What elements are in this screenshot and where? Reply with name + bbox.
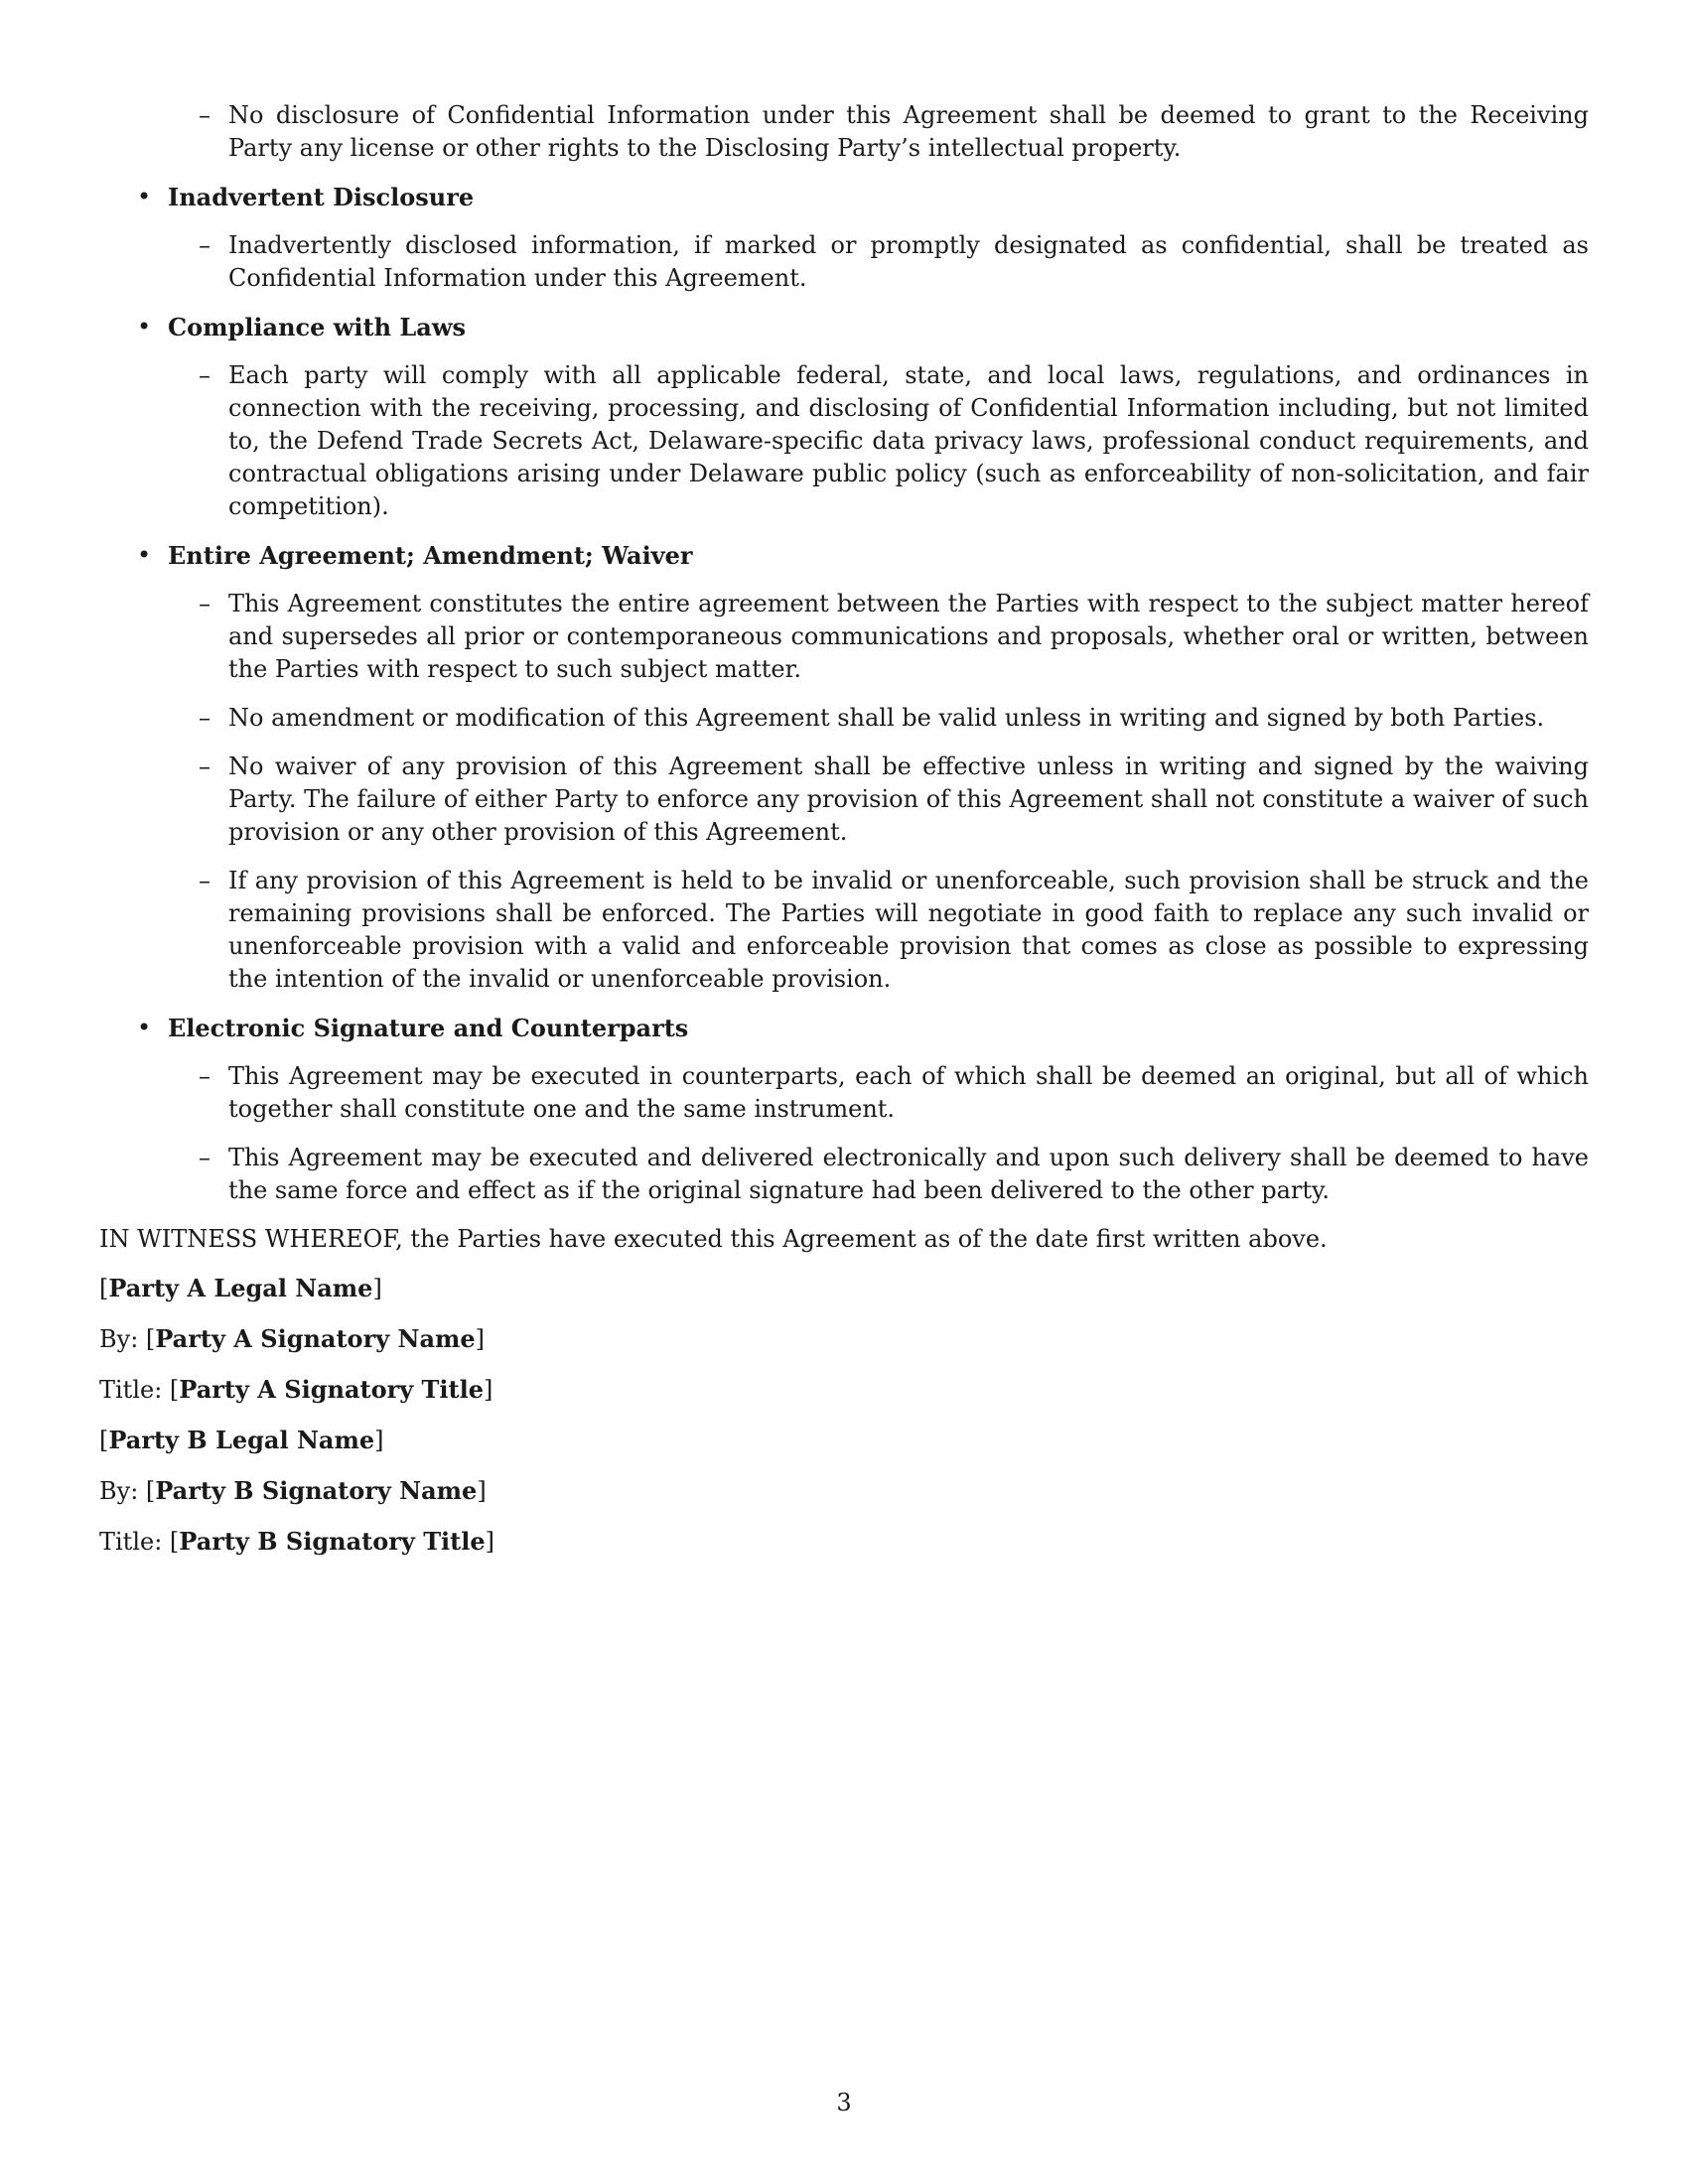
dash-marker: – <box>199 590 211 617</box>
title-label: Title: <box>99 1376 163 1404</box>
list-item <box>99 588 1589 686</box>
list-item <box>99 702 1589 735</box>
section-entire-agreement <box>99 539 1589 996</box>
party-a-by-line: By: [Party A Signatory Name] <box>99 1324 486 1353</box>
list-item-text: No amendment or modification of this Agreement shall be valid unless in writing and signed by both Parties. <box>228 704 1545 732</box>
bullet-marker: • <box>137 1014 152 1041</box>
party-b-by-line: By: [Party B Signatory Name] <box>99 1476 487 1505</box>
section-heading <box>99 539 1589 572</box>
title-label: Title: <box>99 1528 163 1556</box>
page-number: 3 <box>836 2089 852 2116</box>
section-items <box>99 359 1589 523</box>
dash-marker: – <box>199 361 211 389</box>
bullet-marker: • <box>137 541 152 569</box>
section-heading-text: Compliance with Laws <box>168 313 467 341</box>
intro-list <box>99 99 1589 165</box>
by-label: By: <box>99 1477 139 1505</box>
signature-block <box>99 1272 1589 1559</box>
list-item-text: Inadvertently disclosed information, if marked or promptly designated as confidential, shall be treated as Confidential Information under this Agreement. <box>228 231 1589 292</box>
list-item <box>99 229 1589 295</box>
list-item <box>99 865 1589 996</box>
party-b-legal-name: [Party B Legal Name] <box>99 1426 384 1454</box>
dash-marker: – <box>199 752 211 780</box>
list-item <box>99 359 1589 523</box>
section-items <box>99 588 1589 996</box>
list-item <box>99 751 1589 849</box>
section-electronic-signature <box>99 1012 1589 1207</box>
party-b-signatory-name: Party B Signatory Name <box>155 1476 478 1505</box>
party-a-legal-name: [Party A Legal Name] <box>99 1274 382 1302</box>
section-compliance-with-laws <box>99 311 1589 523</box>
witness-statement: IN WITNESS WHEREOF, the Parties have executed this Agreement as of the date first written above. <box>99 1225 1328 1253</box>
document-body <box>99 99 1589 1575</box>
list-item <box>99 99 1589 165</box>
list-item <box>99 1060 1589 1126</box>
party-a-title-line: Title: [Party A Signatory Title] <box>99 1375 493 1404</box>
dash-marker: – <box>199 1062 211 1090</box>
party-b-legal-name-text: Party B Legal Name <box>108 1426 375 1454</box>
list-item-text: If any provision of this Agreement is held to be invalid or unenforceable, such provision shall be struck and the remaining provisions shall be enforced. The Parties will negotiate in good faith to replace any such invalid or unenforceable provision with a valid and enforceable provision that comes as close as possible to expressing the intention of the invalid or unenforceable provision. <box>228 867 1589 993</box>
party-a-legal-name-text: Party A Legal Name <box>108 1274 373 1302</box>
list-item-text: Each party will comply with all applicable federal, state, and local laws, regulations, and ordinances in connection with the receiving, processing, and disclosing of Confidential Information including, but not limited to, the Defend Trade Secrets Act, Delaware-specific data privacy laws, professional conduct requirements, and contractual obligations arising under Delaware public policy (such as enforceability of non-solicitation, and fair competition). <box>228 361 1589 520</box>
section-heading-text: Inadvertent Disclosure <box>168 183 475 211</box>
list-item-text: This Agreement may be executed in counterparts, each of which shall be deemed an original, but all of which together shall constitute one and the same instrument. <box>228 1062 1589 1123</box>
list-item-text: No waiver of any provision of this Agreement shall be effective unless in writing and signed by the waiving Party. The failure of either Party to enforce any provision of this Agreement shall not constitute a waiver of such provision or any other provision of this Agreement. <box>228 752 1589 846</box>
section-inadvertent-disclosure <box>99 181 1589 295</box>
section-items <box>99 1060 1589 1207</box>
section-heading <box>99 311 1589 343</box>
dash-marker: – <box>199 101 211 129</box>
dash-marker: – <box>199 231 211 259</box>
list-item-text: This Agreement constitutes the entire agreement between the Parties with respect to the subject matter hereof and supersedes all prior or contemporaneous communications and proposals, whether oral or written, between the Parties with respect to such subject matter. <box>228 590 1589 683</box>
by-label: By: <box>99 1325 139 1353</box>
bullet-marker: • <box>137 183 152 210</box>
bullet-marker: • <box>137 313 152 341</box>
section-heading <box>99 181 1589 213</box>
section-heading-text: Electronic Signature and Counterparts <box>168 1014 689 1042</box>
party-b-title-line: Title: [Party B Signatory Title] <box>99 1527 495 1556</box>
party-a-signatory-title: Party A Signatory Title <box>179 1375 484 1404</box>
section-heading <box>99 1012 1589 1044</box>
party-b-signatory-title: Party B Signatory Title <box>179 1527 486 1556</box>
party-a-signatory-name: Party A Signatory Name <box>155 1324 476 1353</box>
section-items <box>99 229 1589 295</box>
list-item-text: This Agreement may be executed and delivered electronically and upon such delivery shall be deemed to have the same force and effect as if the original signature had been delivered to the other party. <box>228 1144 1589 1204</box>
section-heading-text: Entire Agreement; Amendment; Waiver <box>168 541 693 570</box>
dash-marker: – <box>199 704 211 732</box>
list-item-text: No disclosure of Confidential Information under this Agreement shall be deemed to grant to the Receiving Party any license or other rights to the Disclosing Party’s intellectual property. <box>228 101 1589 162</box>
dash-marker: – <box>199 867 211 894</box>
list-item <box>99 1142 1589 1207</box>
dash-marker: – <box>199 1144 211 1171</box>
